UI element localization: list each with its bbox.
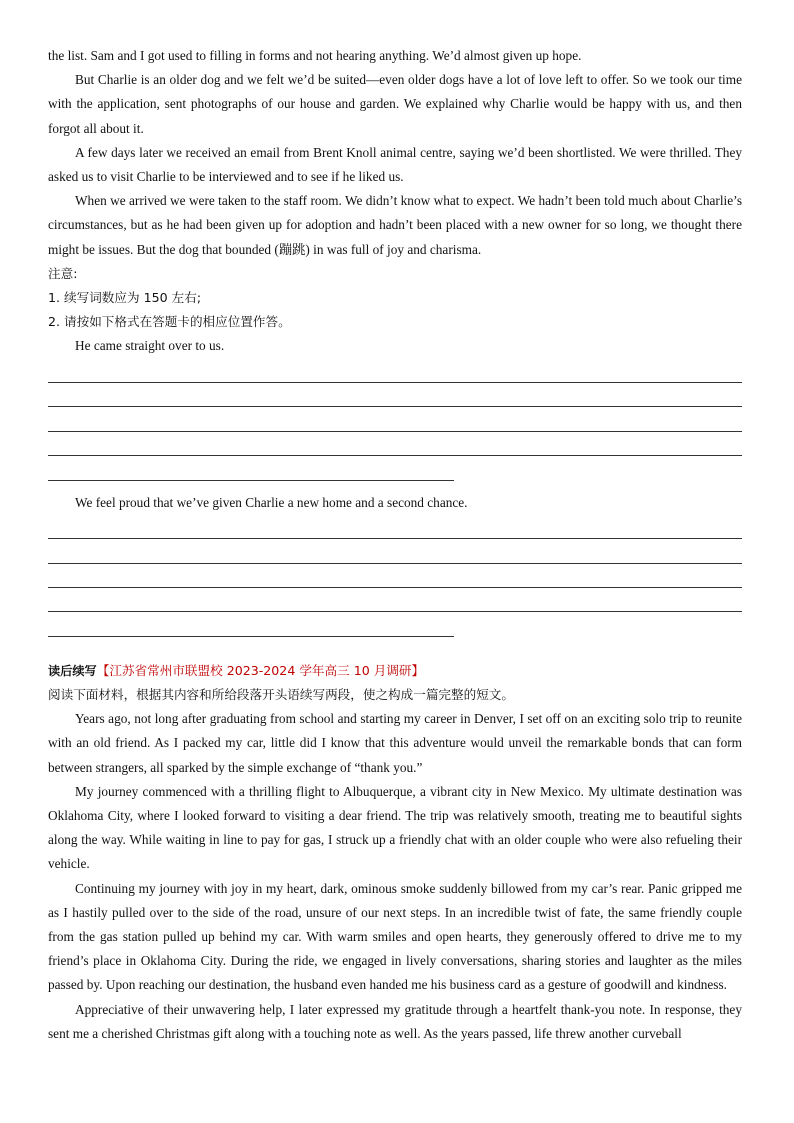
section-source: 【江苏省常州市联盟校 2023-2024 学年高三 10 月调研】	[96, 662, 425, 678]
answer-line[interactable]	[48, 612, 454, 636]
instruction: 阅读下面材料，根据其内容和所给段落开头语续写两段，使之构成一篇完整的短文。	[48, 686, 514, 702]
answer-line[interactable]	[48, 456, 454, 480]
notes-title: 注意:	[48, 265, 78, 281]
answer-line[interactable]	[48, 432, 742, 456]
paragraph: When we arrived we were taken to the staff room. We didn’t know what to expect. We hadn’t been told much about Charlie’s circumstances, but as he had been given up for adoption and hadn’t been placed with a new owner for so long, we thought there might be issues. But the dog that bounded (蹦跳) in was full of joy and charisma.	[48, 193, 742, 257]
answer-line[interactable]	[48, 359, 742, 383]
paragraph: A few days later we received an email from Brent Knoll animal centre, saying we’d been shortlisted. We were thrilled. They asked us to visit Charlie to be interviewed and to see if he liked us.	[48, 144, 742, 185]
answer-line[interactable]	[48, 383, 742, 407]
answer-line[interactable]	[48, 407, 742, 431]
note-item: 1. 续写词数应为 150 左右;	[48, 290, 202, 306]
paragraph: Years ago, not long after graduating from school and starting my career in Denver, I set off on an exciting solo trip to reunite with an old friend. As I packed my car, little did I know that this adventure would unveil the remarkable bonds that can form between strangers, all sparked by the simple exchange of “thank you.”	[48, 711, 742, 775]
paragraph: My journey commenced with a thrilling flight to Albuquerque, a vibrant city in New Mexico. My ultimate destination was Oklahoma City, where I looked forward to visiting a dear friend. The trip was relatively smooth, treating me to beautiful sights along the way. While waiting in line to pay for gas, I struck up a friendly chat with an older couple who were also refueling their vehicle.	[48, 783, 742, 872]
paragraph: the list. Sam and I got used to filling in forms and not hearing anything. We’d almost given up hope.	[48, 48, 582, 63]
continuation-start-2: We feel proud that we’ve given Charlie a new home and a second chance.	[75, 494, 468, 510]
answer-line[interactable]	[48, 539, 742, 563]
continuation-start-1: He came straight over to us.	[75, 338, 225, 354]
section-label: 读后续写	[48, 663, 97, 678]
answer-lines-1	[48, 359, 742, 481]
answer-line[interactable]	[48, 515, 742, 539]
note-item: 2. 请按如下格式在答题卡的相应位置作答。	[48, 314, 291, 330]
paragraph: Continuing my journey with joy in my heart, dark, ominous smoke suddenly billowed from my car’s rear. Panic gripped me as I hastily pulled over to the side of the road, unsure of our next steps. In an incredible twist of fate, the same friendly couple from the gas station pulled up behind my car. With warm smiles and open hearts, they generously offered to drive me to my friend’s place in Oklahoma City. During the ride, we engaged in lively conversations, sharing stories and laughter as the miles passed by. Upon reaching our destination, the husband even handed me his business card as a gesture of goodwill and kindness.	[48, 880, 742, 993]
answer-lines-2	[48, 515, 742, 637]
paragraph: Appreciative of their unwavering help, I later expressed my gratitude through a heartfelt thank-you note. In response, they sent me a cherished Christmas gift along with a touching note as well. As the years passed, life threw another curveball	[48, 1001, 742, 1041]
paragraph: But Charlie is an older dog and we felt we’d be suited—even older dogs have a lot of love left to offer. So we took our time with the application, sent photographs of our house and garden. We explained why Charlie would be happy with us, and then forgot all about it.	[48, 72, 742, 136]
section-heading	[48, 659, 742, 683]
answer-line[interactable]	[48, 588, 742, 612]
document-page	[48, 44, 742, 1046]
answer-line[interactable]	[48, 564, 742, 588]
